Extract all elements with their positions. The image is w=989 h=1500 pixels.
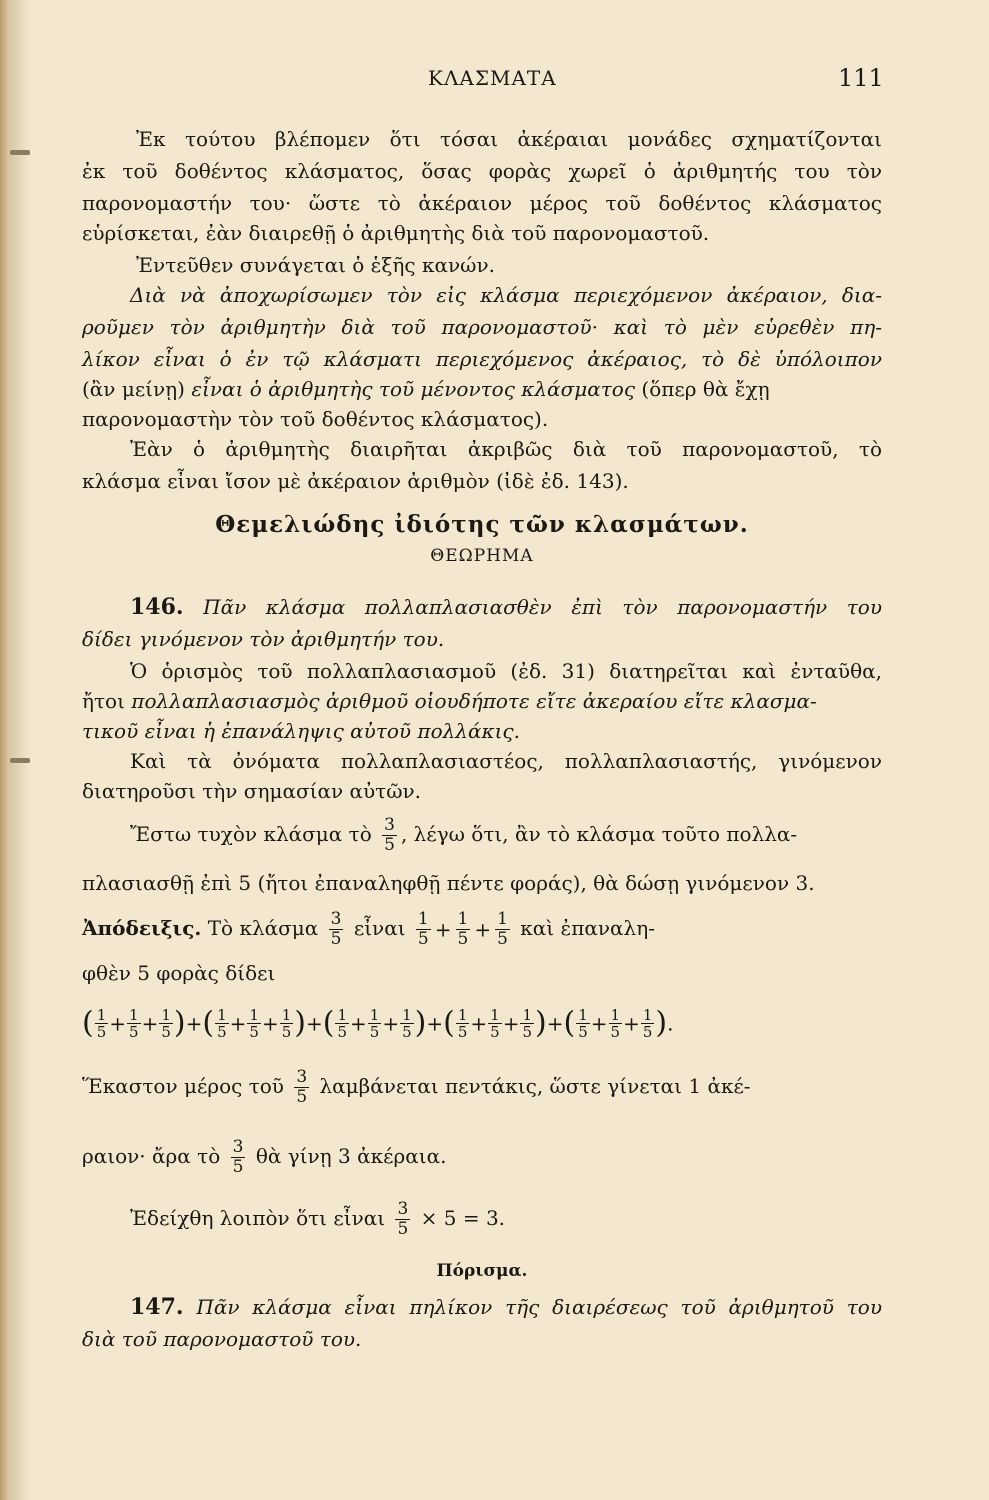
text-line: [82, 686, 882, 716]
denominator: 5: [217, 1023, 227, 1041]
denominator: 5: [96, 1023, 107, 1041]
corollary-text: Πᾶν κλάσμα εἶναι πηλίκον τῆς διαιρέσεως τοῦ ἀριθμητοῦ του: [196, 1295, 882, 1319]
left-paren: (: [443, 1005, 455, 1041]
text-span: , λέγω ὅτι, ἂν τὸ κλάσμα τοῦτο πολλα-: [400, 822, 798, 846]
text-line: Ὁ ὁρισμὸς τοῦ πολλαπλασιασμοῦ (ἐδ. 31) διατηρεῖται καὶ ἐνταῦθα,: [130, 659, 882, 683]
plus-sign: +: [261, 1011, 279, 1036]
plus-sign: +: [185, 1011, 203, 1036]
numerator: 1: [402, 1006, 412, 1024]
text-line: [82, 910, 882, 949]
numerator: 1: [497, 909, 508, 929]
fraction-one-fifth: [368, 1007, 382, 1040]
denominator: 5: [296, 1087, 308, 1107]
plus-sign: +: [590, 1011, 608, 1036]
fraction-three-fifths: [382, 816, 397, 855]
numerator: 1: [129, 1006, 139, 1024]
right-paren: ): [173, 1005, 186, 1041]
text-line: διατηροῦσι τὴν σημασίαν αὐτῶν.: [82, 779, 422, 803]
rule-line: [82, 374, 882, 404]
fraction-one-fifth: [127, 1007, 141, 1040]
denominator: 5: [281, 1023, 292, 1041]
denominator: 5: [129, 1023, 139, 1041]
theorem-label: ΘΕΩΡΗΜΑ: [430, 546, 534, 566]
denominator: 5: [232, 1157, 244, 1177]
plus-sign: +: [109, 1011, 127, 1036]
rule-line: Διὰ νὰ ἀποχωρίσωμεν τὸν εἰς κλάσμα περιεχόμενον ἀκέραιον, δια-: [130, 283, 882, 307]
denominator: 5: [417, 929, 429, 949]
corollary-line: [130, 1292, 882, 1322]
fraction-three-fifths: [231, 1138, 246, 1177]
section-title: Θεμελιώδης ἰδιότης τῶν κλασμάτων.: [215, 511, 749, 538]
fraction-one-fifth: [456, 910, 471, 949]
fraction-one-fifth: [247, 1007, 261, 1040]
rule-line: ροῦμεν τὸν ἀριθμητὴν διὰ τοῦ παρονομαστοῦ· καὶ τὸ μὲν εὑρεθὲν πη-: [82, 315, 882, 339]
denominator: 5: [610, 1023, 621, 1041]
fraction-one-fifth: [641, 1007, 655, 1040]
text-line: Ἐὰν ὁ ἀριθμητὴς διαιρῆται ἀκριβῶς διὰ τοῦ παρονομαστοῦ, τὸ: [130, 437, 882, 461]
corollary-label: Πόρισμα.: [436, 1261, 528, 1281]
numerator: 3: [330, 909, 342, 929]
fraction-three-fifths: [329, 910, 344, 949]
text-line: φθὲν 5 φορὰς δίδει: [82, 961, 276, 985]
fraction-one-fifth: [416, 910, 431, 949]
denominator: 5: [330, 929, 342, 949]
rule-parenthetical: (ἂν μείνῃ): [82, 377, 185, 401]
plus-sign: +: [382, 1011, 400, 1036]
rule-line: παρονομαστὴν τὸν τοῦ δοθέντος κλάσματος).: [82, 407, 549, 431]
left-paren: (: [82, 1005, 94, 1041]
left-paren: (: [322, 1005, 335, 1041]
page-number: 111: [838, 64, 884, 92]
denominator: 5: [522, 1023, 533, 1041]
plus-sign: +: [474, 917, 492, 942]
denominator: 5: [161, 1023, 171, 1041]
fraction-one-fifth: [488, 1007, 502, 1040]
fraction-three-fifths: [294, 1068, 309, 1107]
fraction-one-fifth: [495, 910, 510, 949]
numerator: 3: [384, 815, 395, 835]
numerator: 1: [96, 1006, 107, 1024]
fraction-one-fifth: [159, 1007, 173, 1040]
numerator: 1: [578, 1006, 588, 1024]
denominator: 5: [457, 1023, 468, 1041]
text-line: εὑρίσκεται, ἐὰν διαιρεθῇ ὁ ἀριθμητὴς διὰ τοῦ παρονομαστοῦ.: [82, 221, 710, 245]
text-line: [130, 816, 882, 855]
text-span: Ἕκαστον μέρος τοῦ: [82, 1074, 284, 1098]
text-line: [130, 1200, 930, 1239]
plus-sign: +: [426, 1011, 444, 1036]
denominator: 5: [497, 929, 508, 949]
text-line: ἐκ τοῦ δοθέντος κλάσματος, ὅσας φορὰς χωρεῖ ὁ ἀριθμητής του τὸν: [82, 159, 882, 183]
right-paren: ): [294, 1005, 306, 1041]
fraction-one-fifth: [280, 1007, 294, 1040]
margin-mark: [10, 758, 30, 763]
denominator: 5: [384, 835, 395, 855]
period: .: [667, 1011, 674, 1036]
rule-parenthetical: (ὅπερ θὰ ἔχῃ: [641, 377, 770, 401]
numerator: 1: [457, 1006, 468, 1024]
numerator: 1: [337, 1006, 348, 1024]
rule-line: λίκον εἶναι ὁ ἐν τῷ κλάσματι περιεχόμενος ἀκέραιος, τὸ δὲ ὑπόλοιπον: [82, 347, 882, 371]
numerator: 1: [457, 909, 469, 929]
denominator: 5: [490, 1023, 500, 1041]
denominator: 5: [642, 1023, 653, 1041]
text-span: καὶ ἐπαναλη-: [520, 916, 655, 940]
fraction-one-fifth: [609, 1007, 623, 1040]
text-span: Ἐδείχθη λοιπὸν ὅτι εἶναι: [130, 1206, 386, 1230]
right-paren: ): [414, 1005, 427, 1041]
denominator: 5: [337, 1023, 348, 1041]
rule-text: εἶναι ὁ ἀριθμητὴς τοῦ μένοντος κλάσματος: [191, 377, 636, 401]
text-line: τικοῦ εἶναι ἡ ἐπανάληψις αὐτοῦ πολλάκις.: [82, 719, 520, 743]
theorem-line: [130, 592, 882, 622]
fraction-three-fifths: [395, 1200, 410, 1239]
margin-mark: [10, 150, 30, 155]
text-span: θὰ γίνῃ 3 ἀκέραια.: [255, 1144, 447, 1168]
article-number: 147.: [130, 1294, 184, 1320]
fraction-one-fifth: [576, 1007, 590, 1040]
text-span: ραιον· ἄρα τὸ: [82, 1144, 221, 1168]
proof-label: Ἀπόδειξις.: [82, 916, 202, 940]
fraction-one-fifth: [215, 1007, 229, 1040]
numerator: 1: [522, 1006, 533, 1024]
numerator: 3: [296, 1067, 308, 1087]
corollary-line: διὰ τοῦ παρονομαστοῦ του.: [82, 1327, 362, 1351]
plus-sign: +: [470, 1011, 488, 1036]
plus-sign: +: [502, 1011, 520, 1036]
denominator: 5: [578, 1023, 588, 1041]
numerator: 1: [642, 1006, 653, 1024]
numerator: 3: [232, 1137, 244, 1157]
fraction-one-fifth: [456, 1007, 470, 1040]
text-span: εἶναι: [353, 916, 406, 940]
right-paren: ): [535, 1005, 547, 1041]
running-title: ΚΛΑΣΜΑΤΑ: [428, 66, 557, 90]
numerator: 1: [610, 1006, 621, 1024]
text-span: ἤτοι: [82, 689, 125, 713]
numerator: 1: [490, 1006, 500, 1024]
text-line: παρονομαστήν του· ὥστε τὸ ἀκέραιον μέρος τοῦ δοθέντος κλάσματος: [82, 191, 882, 215]
plus-sign: +: [546, 1011, 564, 1036]
numerator: 1: [369, 1006, 380, 1024]
text-line: πλασιασθῇ ἐπὶ 5 (ἤτοι ἐπαναληφθῇ πέντε φοράς), θὰ δώσῃ γινόμενον 3.: [82, 871, 815, 895]
theorem-text: Πᾶν κλάσμα πολλαπλασιασθὲν ἐπὶ τὸν παρονομαστήν του: [203, 595, 883, 619]
plus-sign: +: [305, 1011, 323, 1036]
numerator: 1: [249, 1006, 259, 1024]
numerator: 3: [397, 1199, 409, 1219]
binding-edge: [0, 0, 9, 1500]
text-line: Καὶ τὰ ὀνόματα πολλαπλασιαστέος, πολλαπλασιαστής, γινόμενον: [130, 749, 882, 773]
fraction-one-fifth: [400, 1007, 414, 1040]
text-line: [82, 1138, 882, 1177]
right-paren: ): [655, 1005, 668, 1041]
plus-sign: +: [350, 1011, 367, 1036]
text-span: Ἔστω τυχὸν κλάσμα τὸ: [130, 822, 372, 846]
plus-sign: +: [141, 1011, 159, 1036]
text-line: Ἐκ τούτου βλέπομεν ὅτι τόσαι ἀκέραιαι μονάδες σχηματίζονται: [136, 127, 882, 151]
denominator: 5: [457, 929, 469, 949]
text-line: [82, 1068, 882, 1107]
numerator: 1: [417, 909, 429, 929]
text-span: × 5 = 3.: [420, 1206, 506, 1230]
plus-sign: +: [434, 917, 452, 942]
denominator: 5: [402, 1023, 412, 1041]
text-span: λαμβάνεται πεντάκις, ὥστε γίνεται 1 ἀκέ-: [319, 1074, 751, 1098]
text-line: κλάσμα εἶναι ἴσον μὲ ἀκέραιον ἀριθμὸν (ἰδὲ ἐδ. 143).: [82, 469, 629, 493]
numerator: 1: [281, 1006, 292, 1024]
fraction-one-fifth: [520, 1007, 534, 1040]
text-line: Ἐντεῦθεν συνάγεται ὁ ἑξῆς κανών.: [136, 253, 495, 277]
denominator: 5: [369, 1023, 380, 1041]
plus-sign: +: [623, 1011, 640, 1036]
numerator: 1: [161, 1006, 171, 1024]
numerator: 1: [217, 1006, 227, 1024]
denominator: 5: [249, 1023, 259, 1041]
text-span: Τὸ κλάσμα: [207, 916, 319, 940]
theorem-line: δίδει γινόμενον τὸν ἀριθμητήν του.: [82, 627, 445, 651]
denominator: 5: [397, 1219, 409, 1239]
definition-italic: πολλαπλασιασμὸς ἀριθμοῦ οἱουδήποτε εἴτε ἀκεραίου εἴτε κλασμα-: [131, 689, 817, 713]
fraction-one-fifth: [335, 1007, 349, 1040]
sum-equation: [82, 1000, 882, 1044]
fraction-one-fifth: [95, 1007, 109, 1040]
plus-sign: +: [229, 1011, 247, 1036]
left-paren: (: [563, 1005, 576, 1041]
left-paren: (: [202, 1005, 215, 1041]
article-number: 146.: [130, 594, 184, 620]
